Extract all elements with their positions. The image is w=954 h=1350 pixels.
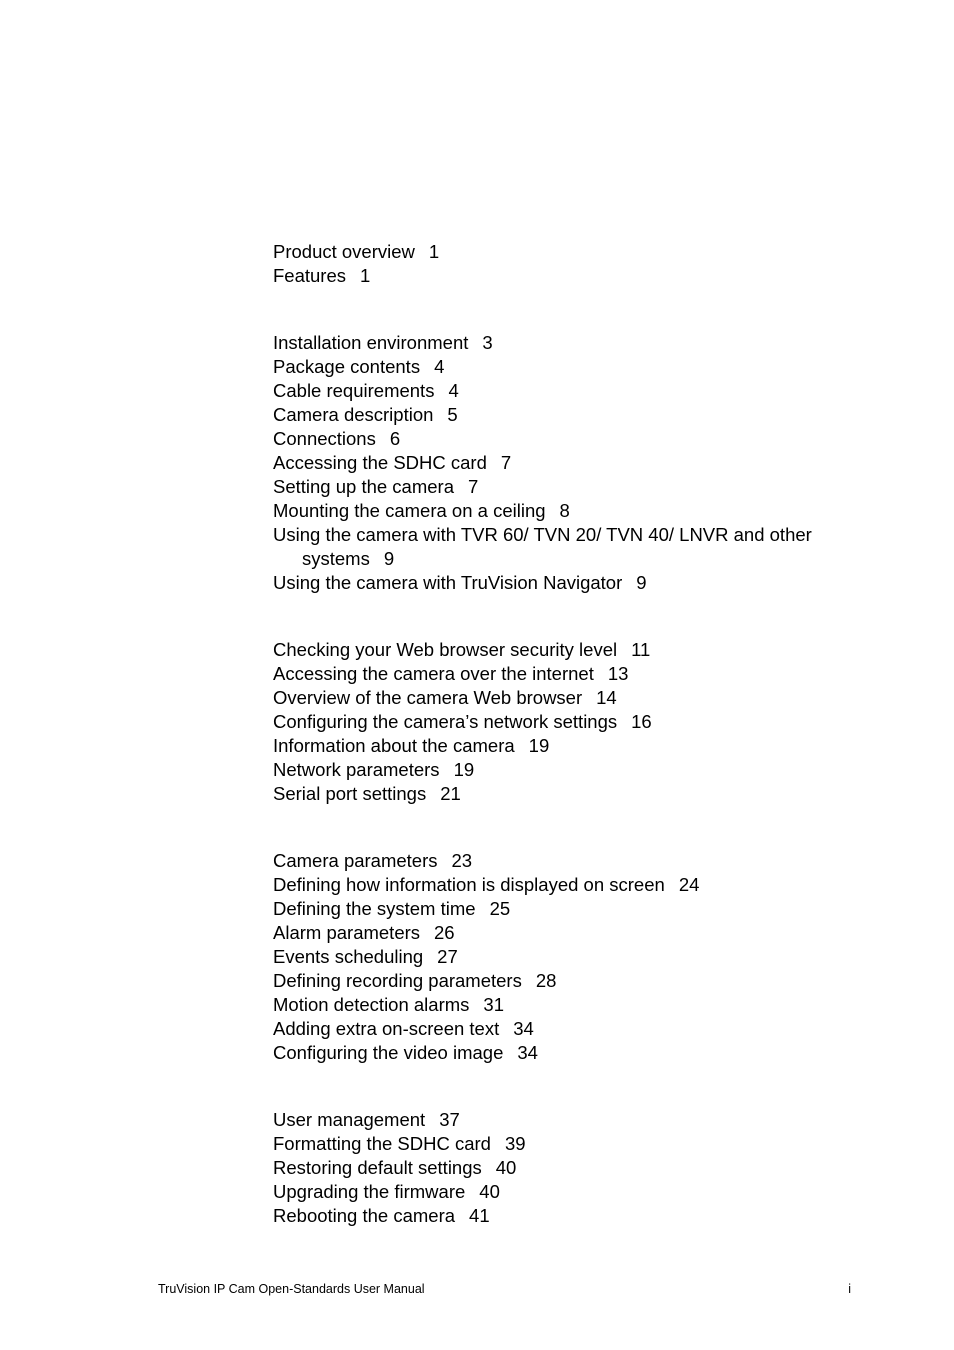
- toc-entry[interactable]: [273, 734, 873, 758]
- toc-entry[interactable]: [273, 499, 873, 523]
- toc-entry-page: 23: [451, 850, 473, 871]
- toc-entry-title: Camera parameters: [273, 850, 438, 871]
- toc-entry-title: Package contents: [273, 356, 421, 377]
- toc-entry-page: 5: [447, 404, 458, 425]
- toc-entry[interactable]: [273, 571, 873, 595]
- toc-entry-page: 21: [440, 783, 461, 804]
- toc-entry[interactable]: [273, 945, 873, 969]
- table-of-contents: [273, 240, 873, 1228]
- toc-entry-title: Configuring the camera’s network settings: [273, 711, 618, 732]
- toc-entry[interactable]: [273, 873, 873, 897]
- toc-entry-page: 41: [469, 1205, 490, 1226]
- toc-entry-page: 7: [500, 452, 512, 473]
- toc-entry-title: Product overview: [273, 241, 415, 262]
- toc-entry[interactable]: [273, 451, 873, 475]
- toc-entry-page: 4: [448, 380, 459, 401]
- toc-entry-page: 28: [535, 970, 557, 991]
- toc-entry-page: 37: [439, 1109, 460, 1130]
- toc-entry-page: 24: [678, 874, 700, 895]
- toc-entry[interactable]: [273, 240, 873, 264]
- toc-entry-page: 19: [453, 759, 475, 780]
- toc-entry-title: Overview of the camera Web browser: [273, 687, 583, 708]
- toc-entry-page: 7: [468, 476, 479, 497]
- toc-entry-page: 39: [504, 1133, 526, 1154]
- toc-entry-title: Adding extra on-screen text: [273, 1018, 500, 1039]
- toc-entry[interactable]: [273, 758, 873, 782]
- toc-entry-title: Accessing the SDHC card: [273, 452, 487, 473]
- toc-entry-page: 40: [495, 1157, 517, 1178]
- toc-entry-title: Rebooting the camera: [273, 1205, 456, 1226]
- toc-entry[interactable]: [273, 427, 873, 451]
- toc-group-management: [273, 1108, 873, 1228]
- toc-entry-page: 1: [428, 241, 440, 262]
- toc-entry-title: Restoring default settings: [273, 1157, 482, 1178]
- toc-entry-title: Formatting the SDHC card: [273, 1133, 491, 1154]
- toc-entry-page: 40: [479, 1181, 500, 1202]
- toc-entry-title: Checking your Web browser security level: [273, 639, 618, 660]
- toc-entry-page: 11: [631, 639, 651, 660]
- toc-entry-title: Accessing the camera over the internet: [273, 663, 594, 684]
- toc-entry-title: Alarm parameters: [273, 922, 421, 943]
- toc-entry-page: 25: [489, 898, 511, 919]
- toc-entry[interactable]: [273, 1132, 873, 1156]
- toc-group-web-browser: [273, 638, 873, 806]
- toc-entry-title: Defining recording parameters: [273, 970, 522, 991]
- toc-entry[interactable]: [273, 849, 873, 873]
- toc-entry-page: 31: [483, 994, 504, 1015]
- toc-entry-title: Installation environment: [273, 332, 469, 353]
- toc-entry[interactable]: [273, 1108, 873, 1132]
- toc-entry-page: 8: [559, 500, 570, 521]
- toc-entry-page: 9: [383, 548, 395, 569]
- toc-entry[interactable]: [273, 782, 873, 806]
- toc-entry-title: Motion detection alarms: [273, 994, 470, 1015]
- toc-entry-title: Mounting the camera on a ceiling: [273, 500, 546, 521]
- toc-group-camera-settings: [273, 849, 873, 1065]
- toc-entry-title: Network parameters: [273, 759, 440, 780]
- toc-entry[interactable]: [273, 1180, 873, 1204]
- toc-entry[interactable]: [273, 969, 873, 993]
- toc-entry-page: 26: [434, 922, 455, 943]
- toc-entry[interactable]: [273, 921, 873, 945]
- toc-entry-page: 9: [636, 572, 647, 593]
- toc-entry-page: 6: [389, 428, 401, 449]
- toc-entry[interactable]: [273, 710, 873, 734]
- toc-entry[interactable]: [273, 264, 873, 288]
- footer-manual-title: TruVision IP Cam Open-Standards User Manual: [158, 1282, 425, 1296]
- toc-entry-title: Cable requirements: [273, 380, 435, 401]
- toc-entry-title: Information about the camera: [273, 735, 515, 756]
- toc-entry-title: Defining how information is displayed on screen: [273, 874, 665, 895]
- toc-entry[interactable]: [273, 662, 873, 686]
- toc-entry-page: 34: [513, 1018, 534, 1039]
- footer-page-number: i: [848, 1282, 851, 1296]
- toc-entry-title: Using the camera with TVR 60/ TVN 20/ TVN 40/ LNVR and other systems: [273, 524, 812, 569]
- toc-entry-title: Connections: [273, 428, 376, 449]
- toc-entry-page: 13: [607, 663, 629, 684]
- toc-entry-page: 1: [360, 265, 371, 286]
- toc-entry-title: Events scheduling: [273, 946, 424, 967]
- toc-group-installation: [273, 331, 873, 595]
- toc-entry-title: Defining the system time: [273, 898, 476, 919]
- toc-entry-page: 16: [631, 711, 652, 732]
- toc-entry-title: Camera description: [273, 404, 434, 425]
- toc-entry[interactable]: [273, 1017, 873, 1041]
- toc-entry-title: User management: [273, 1109, 426, 1130]
- toc-entry-title: Setting up the camera: [273, 476, 454, 497]
- toc-entry-page: 34: [517, 1042, 538, 1063]
- toc-group-overview: [273, 240, 873, 288]
- toc-entry-page: 14: [596, 687, 617, 708]
- toc-entry[interactable]: [273, 403, 873, 427]
- toc-entry[interactable]: [273, 475, 873, 499]
- toc-entry[interactable]: [273, 993, 873, 1017]
- toc-entry[interactable]: [273, 638, 873, 662]
- toc-entry-page: 4: [434, 356, 445, 377]
- toc-entry[interactable]: [273, 379, 873, 403]
- toc-entry[interactable]: [273, 1041, 873, 1065]
- toc-entry-title: Serial port settings: [273, 783, 427, 804]
- toc-entry-title: Using the camera with TruVision Navigator: [273, 572, 623, 593]
- toc-entry[interactable]: [273, 523, 873, 571]
- toc-entry[interactable]: [273, 1204, 873, 1228]
- toc-entry-title: Upgrading the firmware: [273, 1181, 466, 1202]
- toc-entry[interactable]: [273, 355, 873, 379]
- toc-entry-title: Configuring the video image: [273, 1042, 504, 1063]
- toc-entry-page: 3: [482, 332, 493, 353]
- toc-entry[interactable]: [273, 1156, 873, 1180]
- toc-entry-page: 19: [528, 735, 550, 756]
- toc-entry[interactable]: [273, 331, 873, 355]
- toc-entry-title: Features: [273, 265, 347, 286]
- toc-entry[interactable]: [273, 686, 873, 710]
- toc-entry[interactable]: [273, 897, 873, 921]
- toc-entry-page: 27: [437, 946, 458, 967]
